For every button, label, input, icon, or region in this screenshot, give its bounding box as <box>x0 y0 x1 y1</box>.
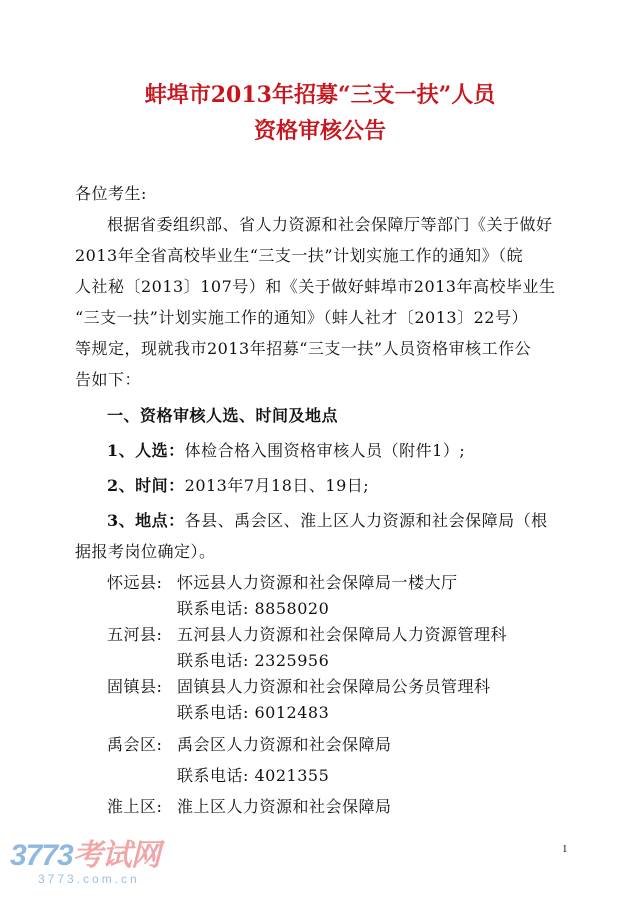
phone-label: 联系电话: <box>177 651 249 670</box>
item-2 <box>107 475 607 497</box>
body-line-6: 告如下： <box>75 370 142 389</box>
page-number: 1 <box>562 843 568 855</box>
phone-label: 联系电话: <box>177 703 249 722</box>
place-wuhe-office: 五河县人力资源和社会保障局人力资源管理科 <box>177 625 508 644</box>
place-wuhe <box>107 624 607 646</box>
phone-number: 8858020 <box>254 599 330 618</box>
body-line-3: 人社秘〔2013〕107号）和《关于做好蚌埠市2013年高校毕业生 <box>75 277 556 296</box>
item-3-label: 3、地点： <box>107 511 185 530</box>
body-line-5: 等规定，现就我市2013年招募“三支一扶”人员资格审核工作公 <box>75 339 532 358</box>
phone-label: 联系电话: <box>177 599 249 618</box>
salutation: 各位考生: <box>75 184 147 203</box>
place-yuhui <box>107 734 607 756</box>
phone-label: 联系电话: <box>177 766 249 785</box>
place-yuhui-office: 禹会区人力资源和社会保障局 <box>177 735 392 754</box>
body-line-2: 2013年全省高校毕业生“三支一扶”计划实施工作的通知》（皖 <box>75 246 524 265</box>
phone-number: 4021355 <box>254 766 330 785</box>
section-heading-1: 一、资格审核人选、时间及地点 <box>107 406 339 425</box>
place-huaiyuan-name: 怀远县: <box>107 573 163 592</box>
place-huaishang-name: 淮上区: <box>107 797 163 816</box>
item-1 <box>107 440 607 462</box>
place-yuhui-name: 禹会区: <box>107 735 163 754</box>
place-guzhen-phone <box>177 702 640 724</box>
place-yuhui-phone <box>177 765 640 787</box>
place-huaiyuan <box>107 572 607 594</box>
phone-number: 6012483 <box>254 703 330 722</box>
item-3 <box>107 510 607 532</box>
item-2-text: 2013年7月18日、19日; <box>184 476 370 495</box>
item-1-text: 体检合格入围资格审核人员（附件1）; <box>184 441 466 460</box>
item-3-continued: 据报考岗位确定）。 <box>75 542 216 561</box>
title-line-1: 蚌埠市2013年招募“三支一扶”人员 <box>144 82 496 108</box>
watermark-logo-digits: 3773 <box>10 839 73 872</box>
place-guzhen <box>107 676 607 698</box>
phone-number: 2325956 <box>254 651 330 670</box>
place-huaiyuan-office: 怀远县人力资源和社会保障局一楼大厅 <box>177 573 458 592</box>
site-watermark <box>10 840 160 886</box>
watermark-url: 3773.com.cn <box>38 872 140 886</box>
title-line-2: 资格审核公告 <box>253 118 386 144</box>
place-huaiyuan-phone <box>177 598 640 620</box>
place-huaishang-office: 淮上区人力资源和社会保障局 <box>177 797 392 816</box>
place-wuhe-phone <box>177 650 640 672</box>
item-3-text: 各县、禹会区、淮上区人力资源和社会保障局（根 <box>184 511 548 530</box>
place-guzhen-office: 固镇县人力资源和社会保障局公务员管理科 <box>177 677 491 696</box>
place-guzhen-name: 固镇县: <box>107 677 163 696</box>
watermark-logo-text: 考试网 <box>72 839 160 872</box>
item-1-label: 1、人选： <box>107 441 185 460</box>
place-wuhe-name: 五河县: <box>107 625 163 644</box>
place-huaishang <box>107 796 607 818</box>
body-line-1: 根据省委组织部、省人力资源和社会保障厅等部门《关于做好 <box>107 215 553 234</box>
body-line-4: “三支一扶”计划实施工作的通知》（蚌人社才〔2013〕22号） <box>75 308 528 327</box>
watermark-logo <box>10 840 160 872</box>
item-2-label: 2、时间： <box>107 476 185 495</box>
